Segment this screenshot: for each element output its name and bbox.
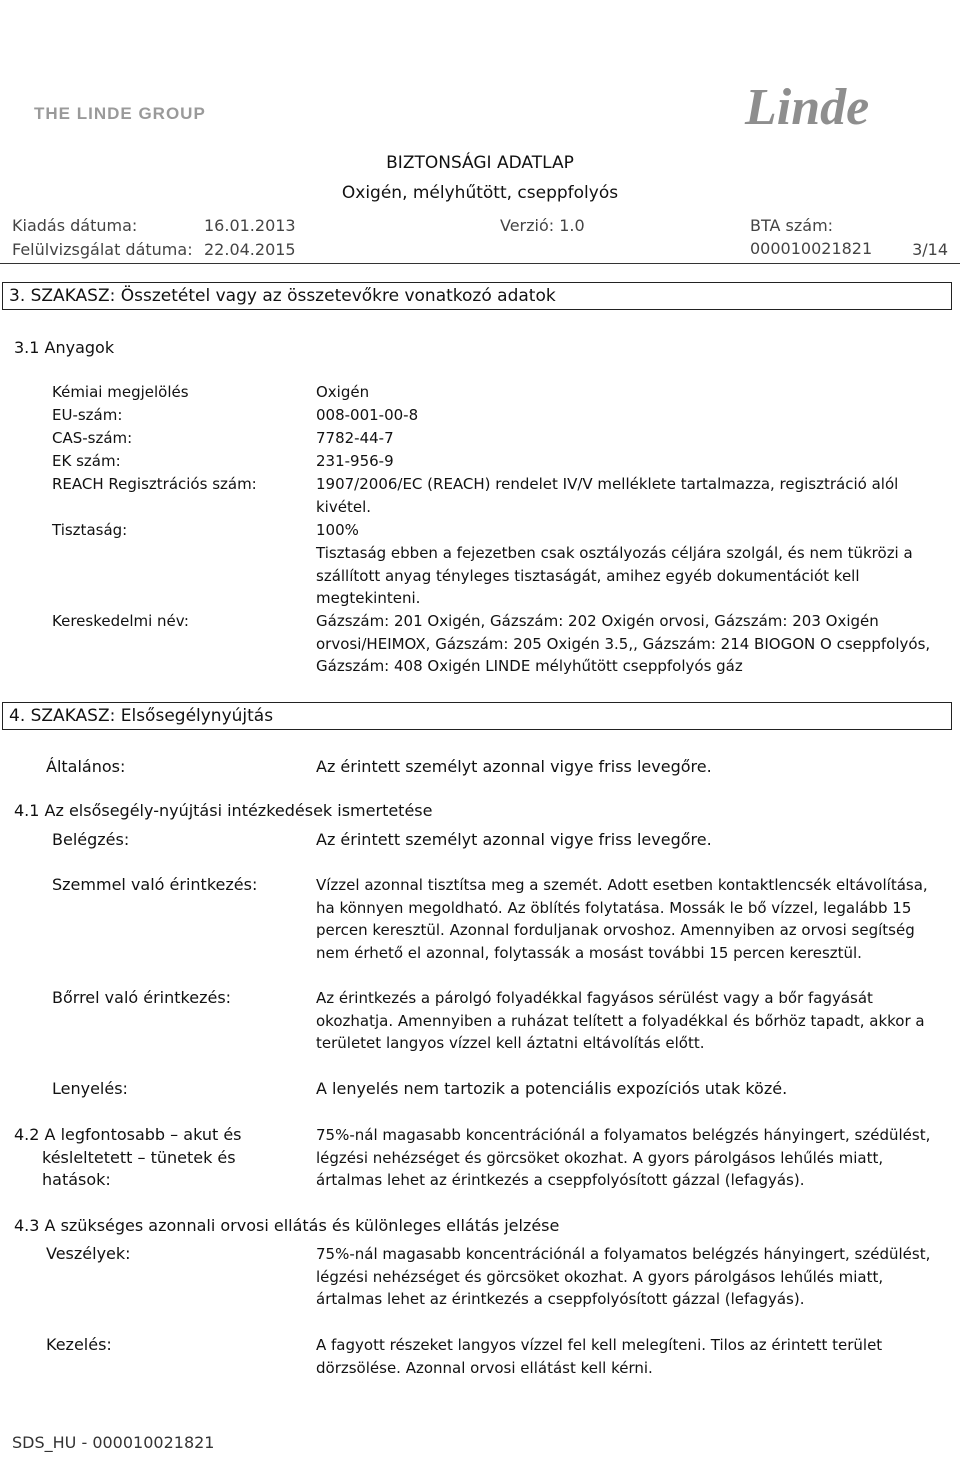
section43-subtitle: 4.3 A szükséges azonnali orvosi ellátás és különleges ellátás jelzése — [14, 1216, 560, 1235]
row-label: Lenyelés: — [52, 1079, 128, 1098]
row-label: Kémiai megjelölés — [52, 383, 189, 401]
version: Verzió: 1.0 — [500, 216, 585, 235]
row-value: 231-956-9 — [316, 452, 394, 470]
row-value: A fagyott részeket langyos vízzel fel kell melegíteni. Tilos az érintett terület dörzsölése. Azonnal orvosi ellátást kell kérni. — [316, 1336, 883, 1377]
row-label: EU-szám: — [52, 406, 123, 424]
row-value: 100% — [316, 521, 359, 539]
row-label: Belégzés: — [52, 830, 130, 849]
row-label: Szemmel való érintkezés: — [52, 875, 258, 894]
row-label: CAS-szám: — [52, 429, 133, 447]
header-divider — [0, 263, 960, 264]
linde-group-logo-text: THE LINDE GROUP — [34, 104, 206, 123]
section41-subtitle: 4.1 Az elsősegély-nyújtási intézkedések ismertetése — [14, 801, 433, 820]
section4-title: 4. SZAKASZ: Elsősegélynyújtás — [2, 702, 952, 730]
review-date: 22.04.2015 — [204, 240, 296, 259]
issue-date: 16.01.2013 — [204, 216, 296, 235]
review-date-label: Felülvizsgálat dátuma: — [12, 240, 193, 259]
row-value: 008-001-00-8 — [316, 406, 419, 424]
row-value: Az érintett személyt azonnal vigye friss levegőre. — [316, 830, 712, 849]
row-value: Tisztaság ebben a fejezetben csak osztályozás céljára szolgál, és nem tükrözi a szállított anyag tényleges tisztaságát, amihez egyéb dokumentációt kell megtekinteni. — [316, 544, 913, 607]
row-label: Veszélyek: — [46, 1244, 131, 1263]
row-label: REACH Regisztrációs szám: — [52, 475, 257, 493]
row-value: Az érintkezés a párolgó folyadékkal fagyásos sérülést vagy a bőr fagyását okozhatja. Amennyiben a ruházat telített a folyadékkal és bőrhöz tapadt, akkor a területet langyos vízzel kell áztatni eltávolítás előtt. — [316, 989, 925, 1052]
row-value: 7782-44-7 — [316, 429, 394, 447]
document-subtitle: Oxigén, mélyhűtött, cseppfolyós — [341, 183, 619, 203]
footer-doc-id: SDS_HU - 000010021821 — [12, 1433, 215, 1452]
section42-value: 75%-nál magasabb koncentrációnál a folyamatos belégzés hányingert, szédülést, légzési nehézséget és görcsöket okozhat. A gyors párolgásos lehűlés miatt, ártalmas lehet az érintkezés a cseppfolyósított gázzal (lefagyás). — [316, 1126, 931, 1189]
linde-logo: Linde — [745, 79, 870, 136]
general-value: Az érintett személyt azonnal vigye friss levegőre. — [316, 757, 712, 776]
document-title: BIZTONSÁGI ADATLAP — [386, 153, 574, 173]
section3-subtitle: 3.1 Anyagok — [14, 338, 115, 357]
row-value: 1907/2006/EC (REACH) rendelet IV/V melléklete tartalmazza, regisztráció alól kivétel. — [316, 475, 899, 516]
bta-number: BTA szám: 000010021821 — [750, 216, 873, 258]
general-label: Általános: — [46, 757, 126, 776]
section42-label: 4.2 A legfontosabb – akut és késleltetett – tünetek és hatások: — [14, 1125, 242, 1189]
row-value: Vízzel azonnal tisztítsa meg a szemét. Adott esetben kontaktlencsék eltávolítása, ha könnyen megoldható. Az öblítés folytatása. Mossák le bő vízzel, legalább 15 percen keresztül. Azonnal forduljanak orvoshoz. Amennyiben az orvosi segítség nem érhető el azonnal, folytassák a mosást további 15 percen keresztül. — [316, 876, 928, 962]
row-label: Tisztaság: — [52, 521, 128, 539]
row-value: 75%-nál magasabb koncentrációnál a folyamatos belégzés hányingert, szédülést, légzési nehézséget és görcsöket okozhat. A gyors párolgásos lehűlés miatt, ártalmas lehet az érintkezés a cseppfolyósított gázzal (lefagyás). — [316, 1245, 931, 1308]
row-label: Kezelés: — [46, 1335, 112, 1354]
row-label: Kereskedelmi név: — [52, 612, 189, 630]
issue-date-label: Kiadás dátuma: — [12, 216, 138, 235]
row-value: Gázszám: 201 Oxigén, Gázszám: 202 Oxigén orvosi, Gázszám: 203 Oxigén orvosi/HEIMOX, Gázszám: 205 Oxigén 3.5,, Gázszám: 214 BIOGON O cseppfolyós, Gázszám: 408 Oxigén LINDE mélyhűtött cseppfolyós gáz — [316, 612, 931, 675]
row-value: A lenyelés nem tartozik a potenciális expozíciós utak közé. — [316, 1079, 788, 1098]
page-number: 3/14 — [912, 240, 948, 259]
section3-title: 3. SZAKASZ: Összetétel vagy az összetevőkre vonatkozó adatok — [2, 282, 952, 310]
row-label: Bőrrel való érintkezés: — [52, 988, 232, 1007]
row-value: Oxigén — [316, 383, 370, 401]
row-label: EK szám: — [52, 452, 121, 470]
